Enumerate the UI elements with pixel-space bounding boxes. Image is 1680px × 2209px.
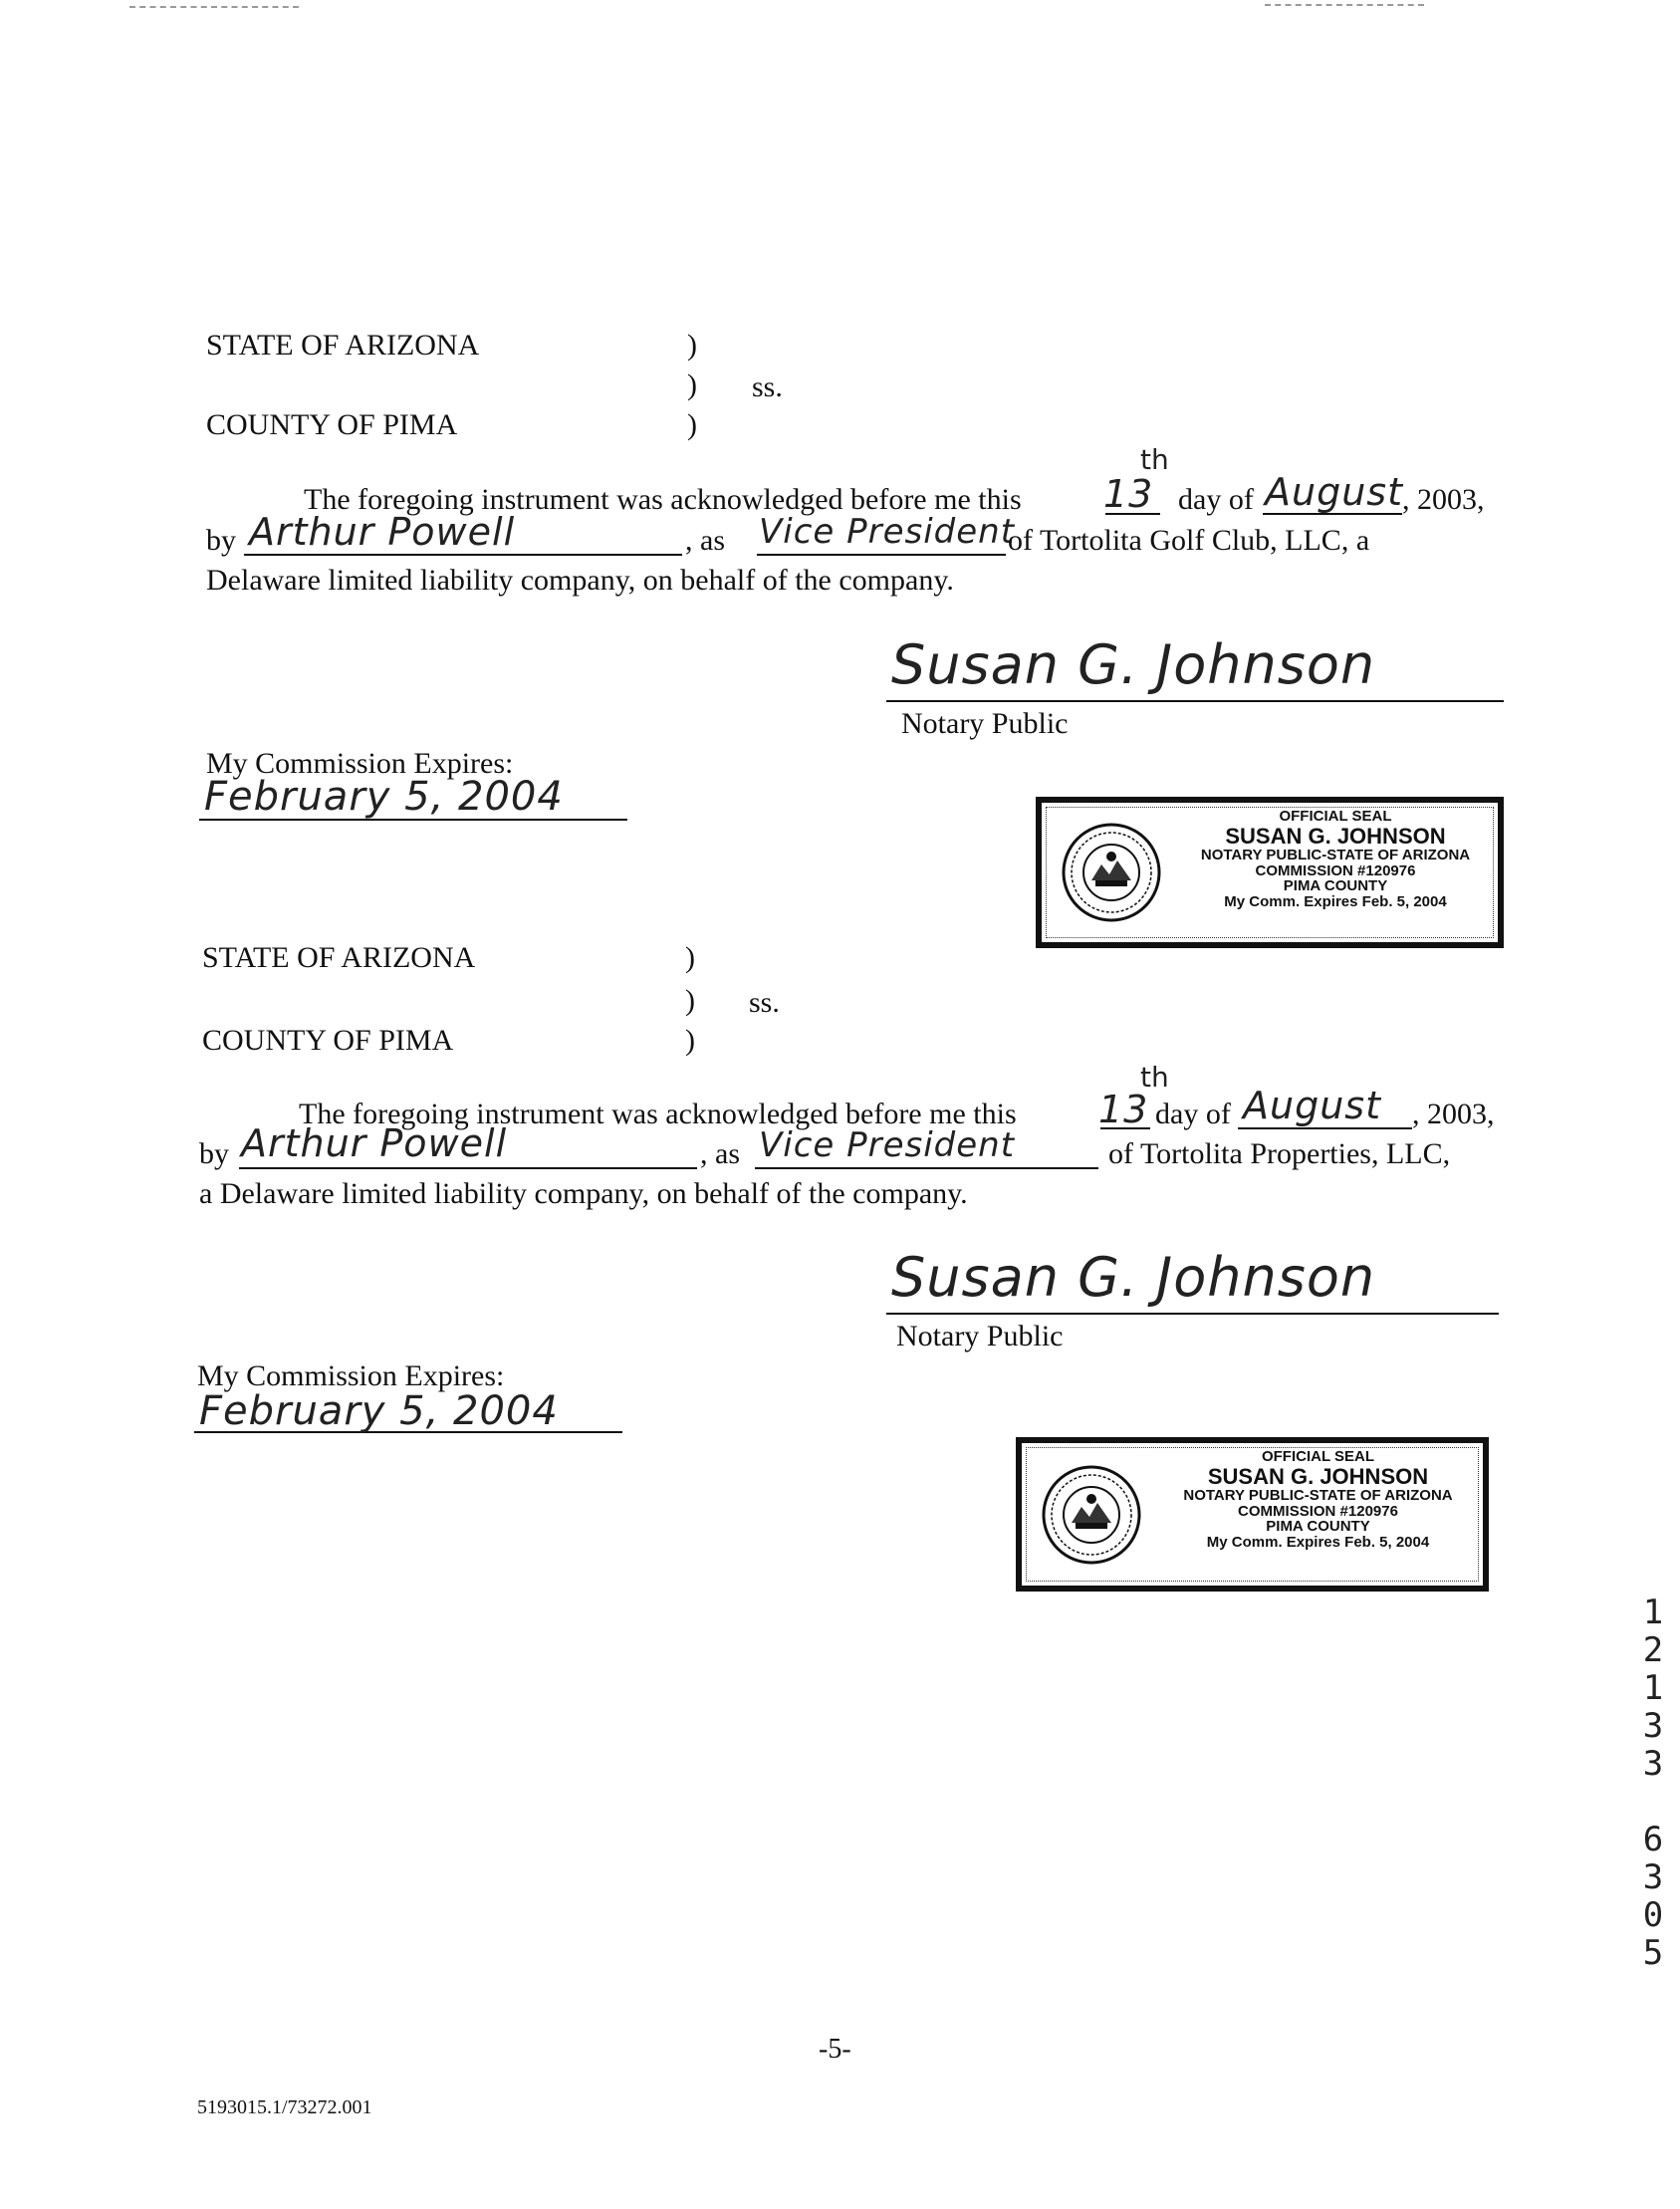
month-handwritten: August xyxy=(1243,1084,1381,1127)
scan-artifact-top-right xyxy=(1265,4,1424,6)
seal-line-6: My Comm. Expires Feb. 5, 2004 xyxy=(1206,1534,1430,1552)
ack-line-1c: , 2003, xyxy=(1402,483,1485,516)
commission-label: My Commission Expires: xyxy=(197,1359,505,1392)
title-handwritten: Vice President xyxy=(759,1125,1016,1165)
by-label: by xyxy=(199,1137,229,1170)
paren: ) xyxy=(685,1024,695,1057)
day-handwritten: 13 xyxy=(1098,1088,1149,1131)
notary-signature: Susan G. Johnson xyxy=(891,1246,1376,1309)
title-blank xyxy=(755,1167,1098,1169)
paren: ) xyxy=(687,408,697,441)
notary-public-label: Notary Public xyxy=(896,1320,1064,1352)
day-handwritten: 13 xyxy=(1103,472,1154,516)
seal-line-4: COMMISSION #120976 xyxy=(1238,1502,1398,1520)
recording-digit: 1 xyxy=(1642,1668,1664,1708)
ack-line-1b: day of xyxy=(1155,1098,1231,1130)
seal-line-1: OFFICIAL SEAL xyxy=(1279,808,1392,825)
title-blank xyxy=(757,554,1006,556)
commission-date-handwritten: February 5, 2004 xyxy=(204,774,564,820)
name-handwritten: Arthur Powell xyxy=(241,1121,508,1165)
recording-number-vertical xyxy=(1633,1594,1673,1972)
as-label: , as xyxy=(685,524,725,557)
page-number: -5- xyxy=(819,2034,851,2065)
recording-digit: 0 xyxy=(1642,1895,1664,1935)
name-blank xyxy=(239,1167,697,1169)
recording-digit: 2 xyxy=(1642,1630,1664,1670)
notary-seal-stamp xyxy=(1036,797,1504,948)
arizona-state-seal-icon xyxy=(1060,821,1163,924)
county-label: COUNTY OF PIMA xyxy=(206,408,458,441)
month-blank xyxy=(1238,1127,1412,1129)
ack-line-3: Delaware limited liability company, on behalf of the company. xyxy=(206,564,954,597)
ack-line-2-end: of Tortolita Properties, LLC, xyxy=(1108,1137,1451,1170)
recording-digit-gap xyxy=(1633,1783,1673,1821)
seal-line-5: PIMA COUNTY xyxy=(1266,1518,1370,1536)
ss-label: ss. xyxy=(749,986,780,1019)
paren: ) xyxy=(687,329,697,362)
notary-seal-stamp xyxy=(1016,1437,1489,1592)
county-label: COUNTY OF PIMA xyxy=(202,1024,454,1057)
notary-public-label: Notary Public xyxy=(901,707,1069,740)
scan-artifact-top-left xyxy=(129,6,299,8)
document-id: 5193015.1/73272.001 xyxy=(197,2096,372,2118)
signature-line xyxy=(886,700,1504,702)
paren: ) xyxy=(685,941,695,974)
state-label: STATE OF ARIZONA xyxy=(202,941,476,974)
ack-line-1b: day of xyxy=(1178,483,1254,516)
title-handwritten: Vice President xyxy=(759,512,1016,552)
ack-line-3: a Delaware limited liability company, on behalf of the company. xyxy=(199,1177,968,1210)
seal-line-3: NOTARY PUBLIC-STATE OF ARIZONA xyxy=(1200,846,1471,863)
month-handwritten: August xyxy=(1265,470,1403,514)
seal-line-1: OFFICIAL SEAL xyxy=(1261,1448,1375,1465)
ack-line-1a: The foregoing instrument was acknowledged before me this xyxy=(299,1098,1017,1130)
recording-digit: 6 xyxy=(1642,1820,1664,1859)
seal-line-4: COMMISSION #120976 xyxy=(1255,861,1416,879)
state-label: STATE OF ARIZONA xyxy=(206,329,480,362)
recording-digit: 3 xyxy=(1642,1857,1664,1897)
ack-line-2-end: of Tortolita Golf Club, LLC, a xyxy=(1008,524,1370,557)
name-handwritten: Arthur Powell xyxy=(249,510,516,554)
commission-date-handwritten: February 5, 2004 xyxy=(199,1388,559,1434)
arizona-state-seal-icon xyxy=(1040,1463,1143,1567)
ack-line-1a: The foregoing instrument was acknowledged before me this xyxy=(304,483,1022,516)
recording-digit: 5 xyxy=(1642,1933,1664,1973)
recording-digit: 3 xyxy=(1642,1706,1664,1746)
seal-line-2: SUSAN G. JOHNSON xyxy=(1207,1463,1429,1489)
by-label: by xyxy=(206,524,236,557)
day-suffix-handwritten: th xyxy=(1140,443,1169,476)
seal-line-5: PIMA COUNTY xyxy=(1283,877,1388,895)
name-blank xyxy=(244,554,682,556)
ack-line-1c: , 2003, xyxy=(1412,1098,1495,1130)
ss-label: ss. xyxy=(752,370,783,403)
as-label: , as xyxy=(700,1137,740,1170)
seal-line-3: NOTARY PUBLIC-STATE OF ARIZONA xyxy=(1183,1486,1453,1504)
notary-signature: Susan G. Johnson xyxy=(891,633,1376,696)
commission-label: My Commission Expires: xyxy=(206,747,514,780)
recording-digit: 1 xyxy=(1642,1593,1664,1632)
day-suffix-handwritten: th xyxy=(1140,1061,1169,1094)
paren: ) xyxy=(687,368,697,401)
recording-digit: 3 xyxy=(1642,1744,1664,1784)
seal-line-2: SUSAN G. JOHNSON xyxy=(1225,823,1446,849)
seal-line-6: My Comm. Expires Feb. 5, 2004 xyxy=(1224,893,1447,911)
paren: ) xyxy=(685,984,695,1017)
signature-line xyxy=(886,1313,1499,1315)
